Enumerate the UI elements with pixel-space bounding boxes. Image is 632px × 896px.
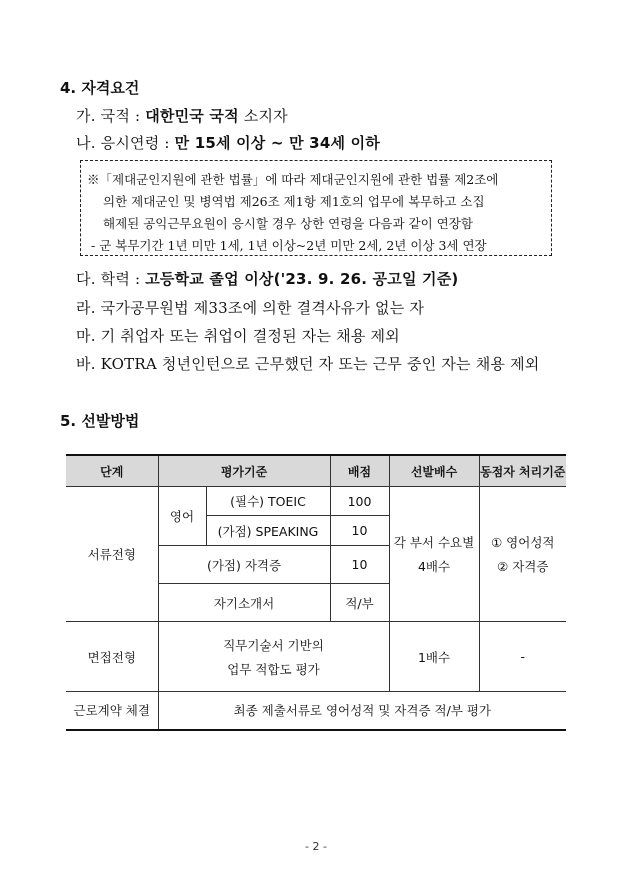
requirement-age-prefix: 나. 응시연령 : xyxy=(76,134,175,152)
header-multiple: 선발배수 xyxy=(389,455,479,487)
stage-contract: 근로계약 체결 xyxy=(66,692,158,730)
section-4-title: 4. 자격요건 xyxy=(60,79,140,97)
requirement-age-bold: 만 15세 이상 ~ 만 34세 이하 xyxy=(174,134,380,152)
header-stage: 단계 xyxy=(66,455,158,487)
interview-criteria-line-2: 업무 적합도 평가 xyxy=(227,661,320,677)
requirement-intern-excluded: 바. KOTRA 청년인턴으로 근무했던 자 또는 근무 중인 자는 채용 제외 xyxy=(76,355,540,373)
requirement-education xyxy=(76,268,459,289)
requirement-employed-excluded: 마. 기 취업자 또는 취업이 결정된 자는 채용 제외 xyxy=(76,327,400,345)
requirement-nationality xyxy=(76,105,288,126)
note-line-1: ※「제대군인지원에 관한 법률」에 따라 제대군인지원에 관한 법률 제2조에 xyxy=(87,172,499,187)
requirement-education-prefix: 다. 학력 : xyxy=(76,270,146,288)
contract-description: 최종 제출서류로 영어성적 및 자격증 적/부 평가 xyxy=(158,692,566,730)
note-line-2: 의한 제대군인 및 병역법 제26조 제1항 제1호의 업무에 복무하고 소집 xyxy=(103,194,485,209)
document-tie-break xyxy=(479,487,566,622)
interview-multiple: 1배수 xyxy=(389,622,479,692)
stage-document: 서류전형 xyxy=(66,487,158,622)
requirement-nationality-prefix: 가. 국적 : xyxy=(76,107,146,125)
selection-method-table xyxy=(66,454,566,731)
note-line-3: 해제된 공익근무요원이 응시할 경우 상한 연령을 다음과 같이 연장함 xyxy=(103,216,473,231)
requirement-education-bold: 고등학교 졸업 이상('23. 9. 26. 공고일 기준) xyxy=(145,270,459,288)
score-self-introduction: 적/부 xyxy=(330,584,389,622)
age-extension-note-box xyxy=(80,160,552,256)
document-multiple xyxy=(389,487,479,622)
score-toeic: 100 xyxy=(330,487,389,516)
requirement-nationality-bold: 대한민국 국적 xyxy=(145,107,239,125)
criteria-self-introduction: 자기소개서 xyxy=(158,584,330,622)
page-number: - 2 - xyxy=(305,840,327,853)
criteria-speaking: (가점) SPEAKING xyxy=(206,516,330,546)
document-multiple-line-2: 4배수 xyxy=(417,559,451,574)
interview-tie-break: - xyxy=(479,622,566,692)
header-criteria: 평가기준 xyxy=(158,455,330,487)
criteria-english: 영어 xyxy=(158,487,206,546)
note-line-4: - 군 복무기간 1년 미만 1세, 1년 이상~2년 미만 2세, 2년 이상 3세 연장 xyxy=(91,238,487,253)
requirement-nationality-suffix: 소지자 xyxy=(238,107,288,125)
header-tie-break: 동점자 처리기준 xyxy=(479,455,566,487)
section-5-title: 5. 선발방법 xyxy=(60,412,140,430)
requirement-age xyxy=(76,132,380,153)
header-score: 배점 xyxy=(330,455,389,487)
tie-break-certificate: ② 자격증 xyxy=(497,559,549,574)
interview-criteria xyxy=(158,622,389,692)
tie-break-english: ① 영어성적 xyxy=(491,535,555,550)
document-multiple-line-1: 각 부서 수요별 xyxy=(393,535,475,550)
score-speaking: 10 xyxy=(330,516,389,546)
interview-criteria-line-1: 직무기술서 기반의 xyxy=(223,637,324,653)
stage-interview: 면접전형 xyxy=(66,622,158,692)
requirement-disqualification: 라. 국가공무원법 제33조에 의한 결격사유가 없는 자 xyxy=(76,299,425,317)
criteria-certificate: (가점) 자격증 xyxy=(158,546,330,584)
criteria-toeic: (필수) TOEIC xyxy=(206,487,330,516)
score-certificate: 10 xyxy=(330,546,389,584)
